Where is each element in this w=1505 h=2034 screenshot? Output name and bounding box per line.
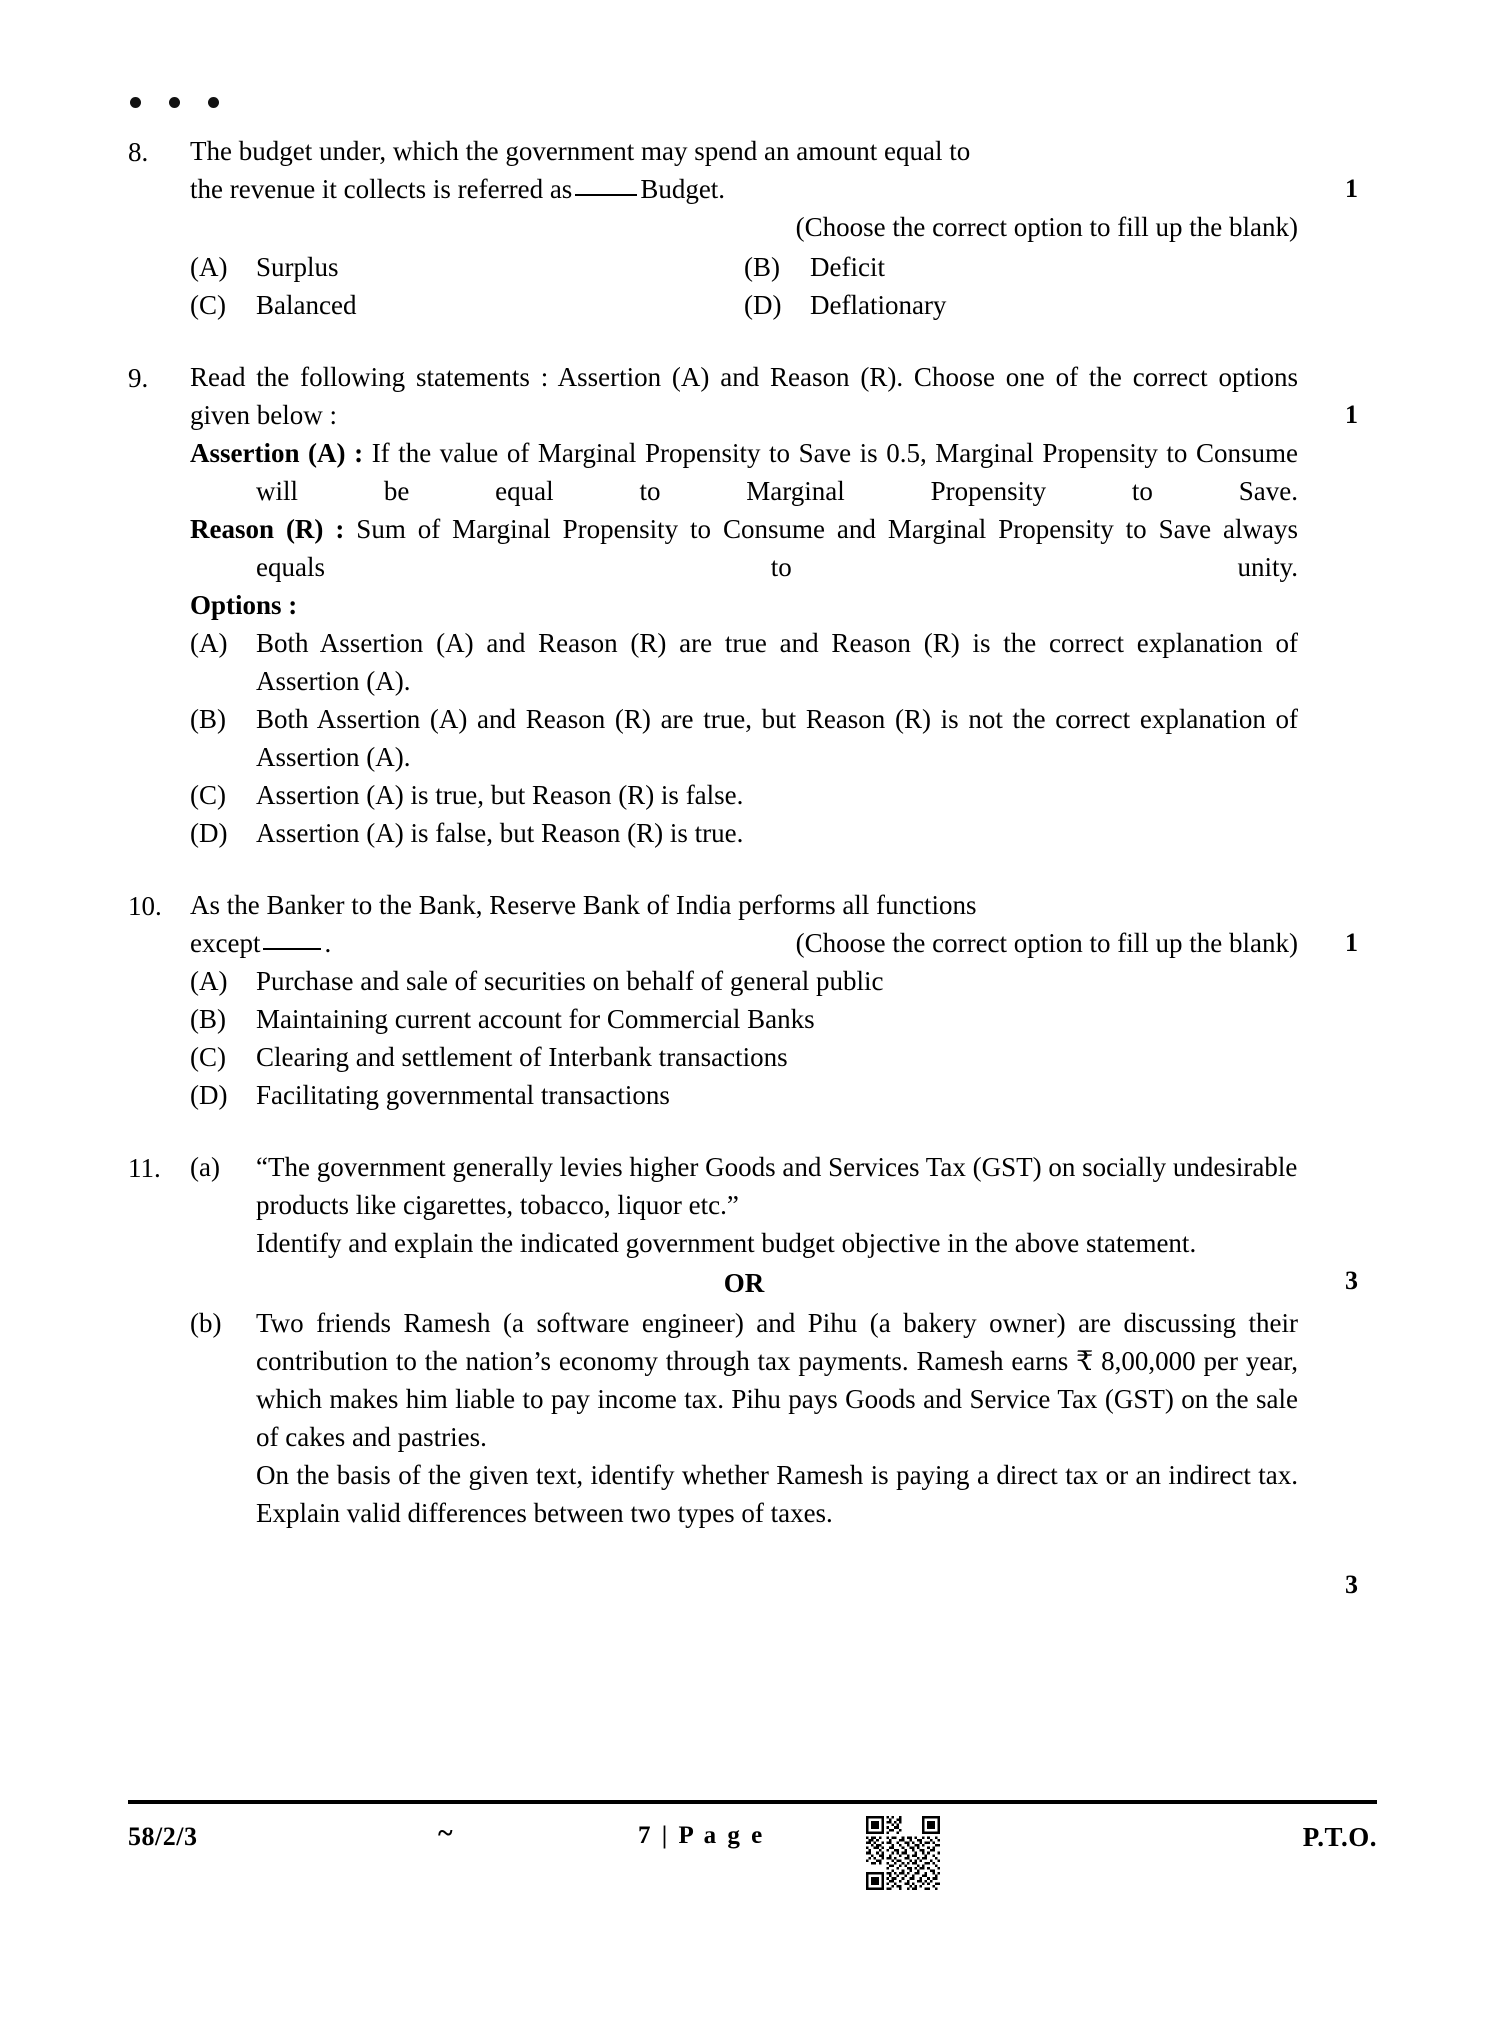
option-10-A [190, 962, 1298, 1000]
option-9-B-label: (B) [190, 704, 226, 734]
question-8-options [190, 248, 1298, 324]
option-9-A-text: Both Assertion (A) and Reason (R) are true and Reason (R) is the correct explanation of Assertion (A). [256, 628, 1298, 696]
question-9 [128, 358, 1358, 852]
question-8-marks: 1 [1345, 174, 1358, 203]
question-10-marks: 1 [1345, 928, 1358, 957]
question-11-part-a-task: Identify and explain the indicated government budget objective in the above statement. [256, 1228, 1197, 1258]
question-10-stem-after-blank: . [324, 928, 332, 958]
question-10-body [190, 886, 1298, 1114]
option-8-A-text: Surplus [256, 252, 339, 282]
question-11-part-b-label: (b) [190, 1308, 222, 1338]
question-11-part-b-paragraph-2: On the basis of the given text, identify whether Ramesh is paying a direct tax or an indirect tax. Explain valid differences between two types of taxes. [256, 1460, 1298, 1528]
question-8-stem-line-2 [190, 170, 1298, 208]
question-9-assertion [190, 434, 1298, 510]
option-10-B-text: Maintaining current account for Commercial Banks [256, 1004, 815, 1034]
question-11-part-a-quote: “The government generally levies higher Goods and Services Tax (GST) on socially undesirable products like cigarettes, tobacco, liquor etc.” [256, 1152, 1298, 1220]
option-9-A-label: (A) [190, 628, 228, 658]
paper-code: 58/2/3 [128, 1822, 198, 1851]
question-11-part-a-content [256, 1148, 1298, 1262]
qr-code-svg [866, 1816, 940, 1890]
option-8-D-label: (D) [744, 290, 782, 320]
option-9-C-text: Assertion (A) is true, but Reason (R) is false. [256, 780, 744, 810]
question-9-assertion-text: If the value of Marginal Propensity to Save is 0.5, Marginal Propensity to Consume will be equal to Marginal Propensity to Save. [256, 438, 1298, 506]
question-11-part-b-content [256, 1304, 1298, 1532]
option-9-D-label: (D) [190, 818, 228, 848]
option-8-B [744, 248, 1298, 286]
question-11-part-a-label: (a) [190, 1152, 220, 1182]
footer-row [128, 1816, 1377, 1926]
option-9-D [190, 814, 1298, 852]
option-8-C-label: (C) [190, 290, 226, 320]
option-10-A-label: (A) [190, 966, 228, 996]
question-11-number: 11. [128, 1153, 161, 1183]
question-9-number: 9. [128, 363, 149, 393]
option-10-C-label: (C) [190, 1042, 226, 1072]
question-11-part-a-marks: 3 [1345, 1266, 1358, 1295]
option-8-B-text: Deficit [810, 252, 885, 282]
question-11 [128, 1148, 1358, 1604]
page-number-label: 7 | P a g e [638, 1822, 765, 1849]
footer-divider [128, 1800, 1377, 1804]
option-9-C-label: (C) [190, 780, 226, 810]
fill-blank-8 [575, 194, 637, 196]
question-11-body [190, 1148, 1298, 1604]
question-9-assertion-label: Assertion (A) : [190, 438, 364, 468]
dot-3 [208, 97, 219, 108]
question-11-part-a [190, 1148, 1298, 1262]
option-8-D [744, 286, 1298, 324]
option-10-D-text: Facilitating governmental transactions [256, 1080, 670, 1110]
question-10-number: 10. [128, 891, 162, 921]
decorative-dots [130, 96, 1358, 108]
option-8-A-label: (A) [190, 252, 228, 282]
question-9-reason [190, 510, 1298, 586]
question-11-or-divider: OR [723, 1268, 765, 1298]
question-8-number: 8. [128, 137, 149, 167]
question-9-reason-text: Sum of Marginal Propensity to Consume and Marginal Propensity to Save always equals to unity. [256, 514, 1299, 582]
question-8-stem-before-blank: the revenue it collects is referred as [190, 174, 573, 204]
question-9-reason-label: Reason (R) : [190, 514, 345, 544]
option-9-B-text: Both Assertion (A) and Reason (R) are true, but Reason (R) is not the correct explanation of Assertion (A). [256, 704, 1298, 772]
question-8 [128, 132, 1358, 324]
tilde-mark: ~ [438, 1818, 453, 1849]
question-9-marks: 1 [1345, 400, 1358, 429]
question-11-marks-column [1298, 1148, 1358, 1604]
option-10-D-label: (D) [190, 1080, 228, 1110]
option-10-B [190, 1000, 1298, 1038]
option-8-A [190, 248, 744, 286]
option-9-A [190, 624, 1298, 700]
question-10-stem-line-1: As the Banker to the Bank, Reserve Bank of India performs all functions [190, 890, 977, 920]
option-9-B [190, 700, 1298, 776]
question-11-part-b [190, 1304, 1298, 1532]
fill-blank-10 [263, 948, 321, 950]
question-10-stem-line-2 [190, 924, 1298, 962]
option-8-D-text: Deflationary [810, 290, 947, 320]
option-8-B-label: (B) [744, 252, 780, 282]
option-8-C [190, 286, 744, 324]
option-8-C-text: Balanced [256, 290, 357, 320]
pto-label: P.T.O. [1302, 1822, 1377, 1852]
question-8-hint: (Choose the correct option to fill up the blank) [795, 212, 1298, 242]
question-11-part-b-marks: 3 [1345, 1570, 1358, 1599]
question-8-stem-line-1: The budget under, which the government may spend an amount equal to [190, 136, 971, 166]
option-9-C [190, 776, 1298, 814]
option-10-C [190, 1038, 1298, 1076]
option-10-D [190, 1076, 1298, 1114]
dot-1 [130, 97, 141, 108]
option-10-C-text: Clearing and settlement of Interbank transactions [256, 1042, 788, 1072]
page-content [128, 96, 1358, 1638]
question-9-body [190, 358, 1298, 852]
option-9-D-text: Assertion (A) is false, but Reason (R) is true. [256, 818, 744, 848]
question-10 [128, 886, 1358, 1114]
option-10-B-label: (B) [190, 1004, 226, 1034]
question-8-body [190, 132, 1298, 324]
question-10-hint: (Choose the correct option to fill up the blank) [795, 928, 1298, 958]
option-10-A-text: Purchase and sale of securities on behalf of general public [256, 966, 884, 996]
question-11-part-b-paragraph-1: Two friends Ramesh (a software engineer) and Pihu (a bakery owner) are discussing their contribution to the nation’s economy through tax payments. Ramesh earns ₹ 8,00,000 per year, which makes him liable to pay income tax. Pihu pays Goods and Service Tax (GST) on the sale of cakes and pastries. [256, 1308, 1298, 1452]
question-10-stem-before-blank: except [190, 928, 261, 958]
page-footer [128, 1800, 1377, 1926]
question-8-stem-after-blank: Budget. [640, 174, 726, 204]
question-9-stem: Read the following statements : Assertion (A) and Reason (R). Choose one of the correct options given below : [190, 362, 1298, 430]
qr-code-icon [866, 1816, 940, 1890]
dot-2 [169, 97, 180, 108]
question-9-options-title: Options : [190, 590, 298, 620]
